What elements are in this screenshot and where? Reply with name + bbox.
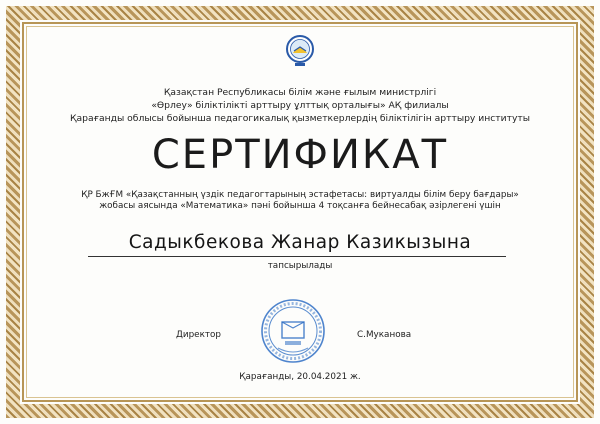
ministry-name: Қазақстан Республикасы білім және ғылым министрлігі — [163, 87, 437, 98]
orleu-logo-icon — [285, 34, 315, 68]
certificate-title: СЕРТИФИКАТ — [151, 132, 449, 178]
institute-name: Қарағанды облысы бойынша педагогикалық қызметкерлердің біліктілігін арттыру институты — [69, 113, 531, 124]
director-name: С.Муканова — [357, 330, 412, 340]
place-and-date: Қарағанды, 20.04.2021 ж. — [239, 372, 361, 382]
awarded-text: тапсырылады — [267, 261, 333, 271]
organization-name: «Өрлеу» біліктілікті арттыру ұлттық орталығы» АҚ филиалы — [151, 100, 449, 111]
description-line-1: ҚР БжҒМ «Қазақстанның үздік педагогтарының эстафетасы: виртуалды білім беру бағдары» — [81, 190, 519, 200]
recipient-underline — [88, 256, 506, 257]
director-label: Директор — [176, 330, 221, 340]
official-stamp-icon — [260, 298, 326, 364]
description-line-2: жобасы аясында «Математика» пәні бойынша 4 тоқсанға бейнесабақ әзірлегені үшін — [99, 201, 501, 211]
recipient-name: Садыкбекова Жанар Казикызына — [128, 232, 472, 253]
